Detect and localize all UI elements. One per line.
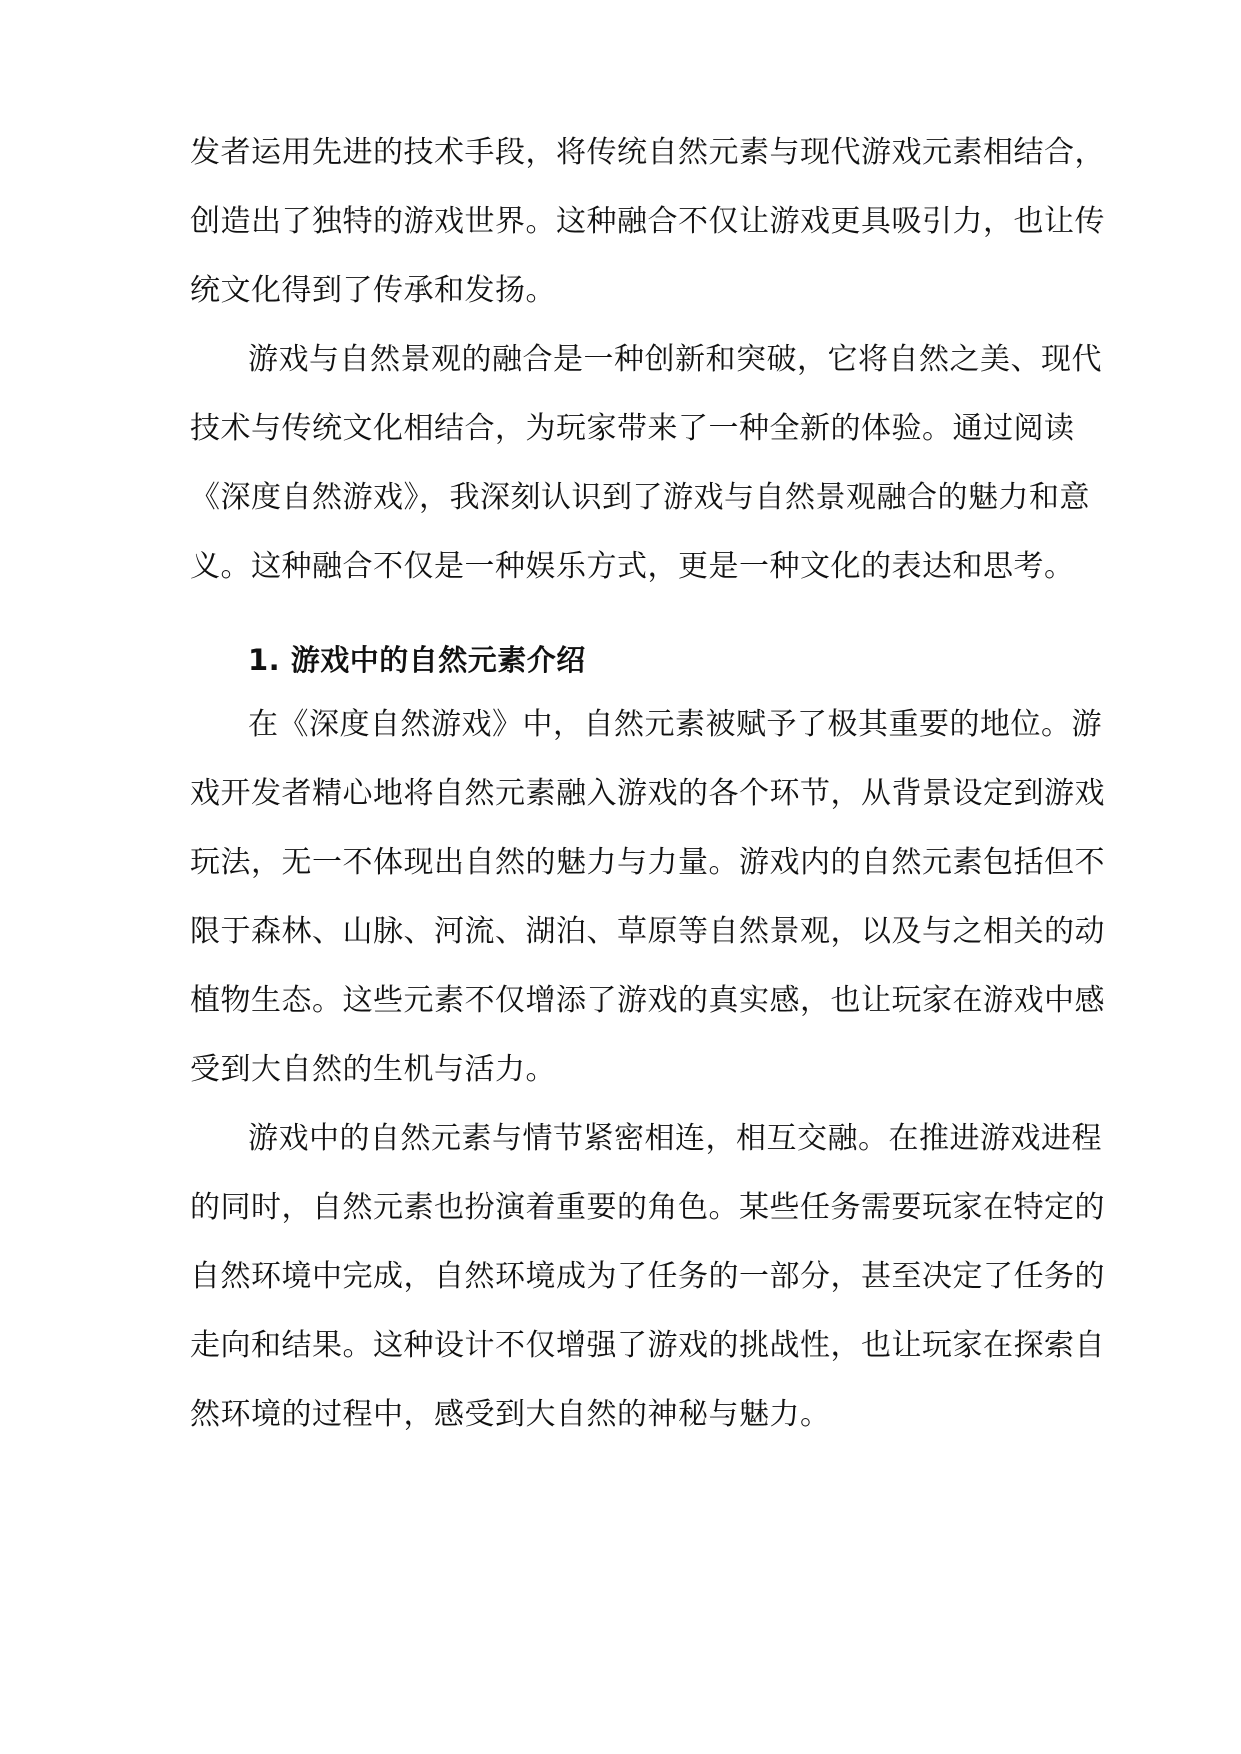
paragraph-3-line-6: 受到大自然的生机与活力。: [190, 1052, 556, 1087]
paragraph-4-line-5: 然环境的过程中，感受到大自然的神秘与魅力。: [190, 1397, 831, 1432]
paragraph-2-line-1: 游戏与自然景观的融合是一种创新和突破，它将自然之美、现代: [248, 342, 1102, 377]
paragraph-3-line-2: 戏开发者精心地将自然元素融入游戏的各个环节，从背景设定到游戏: [190, 776, 1105, 811]
paragraph-4-line-1: 游戏中的自然元素与情节紧密相连，相互交融。在推进游戏进程: [248, 1121, 1102, 1156]
paragraph-1-line-1: 发者运用先进的技术手段，将传统自然元素与现代游戏元素相结合，: [190, 135, 1105, 170]
paragraph-3-line-3: 玩法，无一不体现出自然的魅力与力量。游戏内的自然元素包括但不: [190, 845, 1105, 880]
paragraph-3-line-5: 植物生态。这些元素不仅增添了游戏的真实感，也让玩家在游戏中感: [190, 983, 1105, 1018]
section-heading: 1. 游戏中的自然元素介绍: [248, 643, 586, 677]
paragraph-4-line-2: 的同时，自然元素也扮演着重要的角色。某些任务需要玩家在特定的: [190, 1190, 1105, 1225]
paragraph-4-line-3: 自然环境中完成，自然环境成为了任务的一部分，甚至决定了任务的: [190, 1259, 1105, 1294]
paragraph-2-line-4: 义。这种融合不仅是一种娱乐方式，更是一种文化的表达和思考。: [190, 549, 1075, 584]
paragraph-3-line-4: 限于森林、山脉、河流、湖泊、草原等自然景观，以及与之相关的动: [190, 914, 1105, 949]
paragraph-1-line-2: 创造出了独特的游戏世界。这种融合不仅让游戏更具吸引力，也让传: [190, 204, 1105, 239]
paragraph-2-line-2: 技术与传统文化相结合，为玩家带来了一种全新的体验。通过阅读: [190, 411, 1075, 446]
paragraph-4-line-4: 走向和结果。这种设计不仅增强了游戏的挑战性，也让玩家在探索自: [190, 1328, 1105, 1363]
paragraph-2-line-3: 《深度自然游戏》，我深刻认识到了游戏与自然景观融合的魅力和意: [190, 480, 1090, 515]
paragraph-1-line-3: 统文化得到了传承和发扬。: [190, 273, 556, 308]
paragraph-3-line-1: 在《深度自然游戏》中，自然元素被赋予了极其重要的地位。游: [248, 707, 1102, 742]
